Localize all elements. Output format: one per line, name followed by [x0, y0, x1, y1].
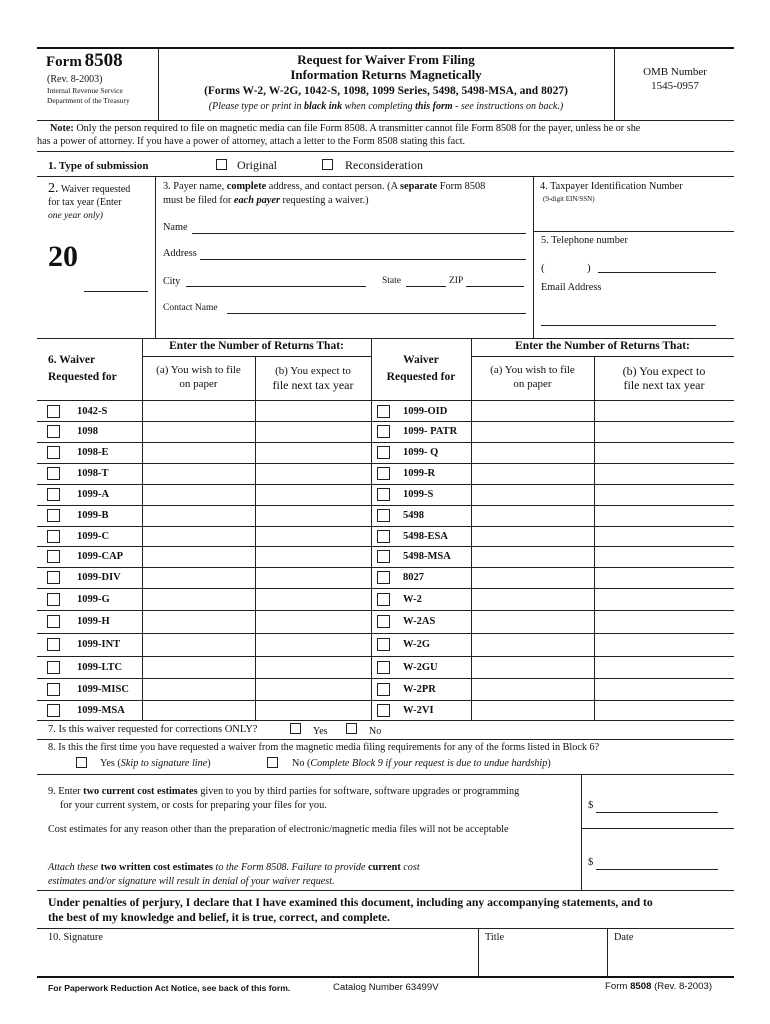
form-label-right: W-2VI: [403, 705, 434, 716]
returns-count-right-b[interactable]: [595, 568, 733, 587]
forms-list: (Forms W-2, W-2G, 1042-S, 1098, 1099 Series, 5498, 5498-MSA, and 8027): [204, 85, 568, 97]
returns-count-right-a[interactable]: [472, 657, 593, 677]
corrections-yes-checkbox[interactable]: [290, 723, 301, 734]
tin-sublabel: (9-digit EIN/SSN): [543, 195, 595, 203]
col-a-right-1: (a) You wish to file: [490, 364, 575, 376]
payer-city-label: City: [163, 276, 181, 287]
block8-question: 8. Is this the first time you have requested a waiver from the magnetic media filing requirements for any of the forms listed in Block 6?: [48, 742, 600, 753]
form-label-right: W-2GU: [403, 662, 438, 673]
returns-count-left-a[interactable]: [143, 402, 254, 420]
form-label-left: 1098: [77, 426, 98, 437]
cost-estimate-1-input[interactable]: [596, 812, 718, 813]
cost-estimate-2-dollar: $: [588, 857, 594, 868]
returns-count-right-b[interactable]: [595, 422, 733, 441]
returns-count-left-b[interactable]: [256, 485, 370, 504]
contact-name-input[interactable]: [227, 313, 526, 314]
title-field[interactable]: [480, 945, 605, 975]
form-number: 8508: [84, 50, 123, 71]
telephone-label: 5. Telephone number: [541, 235, 628, 246]
returns-count-right-a[interactable]: [472, 402, 593, 420]
waiver-checkbox-right[interactable]: [377, 661, 390, 674]
enter-number-header-left: Enter the Number of Returns That:: [169, 340, 344, 352]
block7-question: 7. Is this waiver requested for corrections ONLY?: [48, 724, 258, 735]
form-label-right: 8027: [403, 572, 424, 583]
form-label-right: 1099-S: [403, 489, 434, 500]
waiver-checkbox-right[interactable]: [377, 446, 390, 459]
waiver-checkbox-left[interactable]: [47, 530, 60, 543]
waiver-checkbox-left[interactable]: [47, 593, 60, 606]
returns-count-left-b[interactable]: [256, 701, 370, 719]
returns-count-left-b[interactable]: [256, 568, 370, 587]
payer-city-input[interactable]: [186, 286, 366, 287]
returns-count-right-a[interactable]: [472, 485, 593, 504]
form-label-left: 1099-G: [77, 594, 110, 605]
phone-paren-open: (: [541, 262, 545, 274]
waiver-checkbox-right[interactable]: [377, 467, 390, 480]
col-b-right-2: file next tax year: [623, 378, 705, 392]
returns-count-left-a[interactable]: [143, 634, 254, 655]
corrections-yes-label: Yes: [313, 726, 328, 737]
payer-address-input[interactable]: [200, 259, 526, 260]
payer-address-label: Address: [163, 248, 197, 259]
returns-count-left-b[interactable]: [256, 679, 370, 699]
returns-count-right-b[interactable]: [595, 589, 733, 609]
perjury-line2: the best of my knowledge and belief, it is true, correct, and complete.: [48, 911, 390, 924]
returns-count-left-a[interactable]: [143, 657, 254, 677]
waiver-checkbox-right[interactable]: [377, 405, 390, 418]
form-label-left: 1099-LTC: [77, 662, 123, 673]
block9-line2: for your current system, or costs for preparing your files for you.: [60, 800, 327, 811]
returns-count-right-a[interactable]: [472, 634, 593, 655]
returns-count-left-b[interactable]: [256, 527, 370, 545]
signature-label: 10. Signature: [48, 932, 103, 943]
payer-name-label: Name: [163, 222, 188, 233]
signature-field[interactable]: [38, 945, 476, 975]
payer-zip-label: ZIP: [449, 276, 464, 286]
returns-count-left-a[interactable]: [143, 506, 254, 525]
returns-count-right-b[interactable]: [595, 634, 733, 655]
footer-form-id: Form 8508 (Rev. 8-2003): [605, 981, 713, 992]
form-label-right: 1099-R: [403, 468, 436, 479]
waiver-checkbox-left[interactable]: [47, 488, 60, 501]
returns-count-left-b[interactable]: [256, 464, 370, 483]
date-field[interactable]: [609, 945, 733, 975]
returns-count-right-a[interactable]: [472, 547, 593, 566]
reconsideration-checkbox[interactable]: [322, 159, 333, 170]
form-label-right: W-2: [403, 594, 422, 605]
returns-count-right-b[interactable]: [595, 701, 733, 719]
waiver-checkbox-left[interactable]: [47, 661, 60, 674]
block9-attach-line2: estimates and/or signature will result in denial of your waiver request.: [48, 876, 335, 887]
payer-zip-input[interactable]: [466, 286, 524, 287]
waiver-checkbox-right[interactable]: [377, 615, 390, 628]
returns-count-left-a[interactable]: [143, 611, 254, 632]
form-label-right: 1099- PATR: [403, 426, 458, 437]
col-a-right-2: on paper: [513, 378, 552, 390]
block2-line2: for tax year (Enter: [48, 197, 122, 208]
returns-count-right-a[interactable]: [472, 701, 593, 719]
form-label-left: 1098-T: [77, 468, 109, 479]
returns-count-right-a[interactable]: [472, 422, 593, 441]
note-line2: has a power of attorney. If you have a power of attorney, attach a letter to the Form 8508 stating this fact.: [37, 136, 466, 147]
returns-count-left-b[interactable]: [256, 611, 370, 632]
form-label-right: W-2AS: [403, 616, 436, 627]
payer-state-label: State: [382, 276, 401, 286]
first-time-yes-checkbox[interactable]: [76, 757, 87, 768]
agency-treasury: Department of the Treasury: [47, 96, 130, 105]
waiver-checkbox-left[interactable]: [47, 704, 60, 717]
agency-irs: Internal Revenue Service: [47, 86, 123, 95]
returns-count-left-b[interactable]: [256, 657, 370, 677]
original-checkbox[interactable]: [216, 159, 227, 170]
waiver-checkbox-right[interactable]: [377, 488, 390, 501]
waiver-checkbox-left[interactable]: [47, 615, 60, 628]
returns-count-left-b[interactable]: [256, 506, 370, 525]
col-a-left-1: (a) You wish to file: [156, 364, 241, 376]
catalog-number: Catalog Number 63499V: [333, 982, 439, 993]
omb-number: 1545-0957: [651, 80, 699, 92]
waiver-checkbox-right[interactable]: [377, 530, 390, 543]
waiver-checkbox-left[interactable]: [47, 509, 60, 522]
col-b-right-1: (b) You expect to: [622, 364, 706, 378]
cost-estimate-2-input[interactable]: [596, 869, 718, 870]
first-time-no-checkbox[interactable]: [267, 757, 278, 768]
form-label-right: W-2G: [403, 639, 431, 650]
returns-count-right-a[interactable]: [472, 464, 593, 483]
block9-line3: Cost estimates for any reason other than the preparation of electronic/magnetic media files will not be acceptable: [48, 824, 509, 835]
corrections-no-checkbox[interactable]: [346, 723, 357, 734]
returns-count-right-a[interactable]: [472, 679, 593, 699]
returns-count-right-b[interactable]: [595, 527, 733, 545]
form-title-line1: Request for Waiver From Filing: [297, 52, 475, 67]
returns-count-right-b[interactable]: [595, 657, 733, 677]
form-label-left: 1099-DIV: [77, 572, 121, 583]
form-label-left: 1042-S: [77, 406, 108, 417]
col-b-left-2: file next tax year: [272, 378, 354, 392]
waiver-checkbox-left[interactable]: [47, 683, 60, 696]
returns-count-right-b[interactable]: [595, 464, 733, 483]
returns-count-left-b[interactable]: [256, 547, 370, 566]
form-number-block: [46, 50, 156, 72]
waiver-checkbox-right[interactable]: [377, 425, 390, 438]
waiver-requested-left-2: Requested for: [48, 371, 117, 383]
returns-count-left-b[interactable]: [256, 402, 370, 420]
returns-count-right-a[interactable]: [472, 443, 593, 462]
returns-count-left-a[interactable]: [143, 679, 254, 699]
tin-label: 4. Taxpayer Identification Number: [540, 181, 683, 192]
returns-count-left-a[interactable]: [143, 568, 254, 587]
form-label-left: 1099-A: [77, 489, 110, 500]
waiver-requested-left-1: 6. Waiver: [48, 354, 96, 366]
waiver-checkbox-right[interactable]: [377, 550, 390, 563]
block3-line1: 3. Payer name, complete address, and contact person. (A separate Form 8508: [163, 181, 486, 192]
instruction-line: (Please type or print in black ink when completing this form - see instructions on back.): [208, 101, 564, 112]
cost-estimate-1-dollar: $: [588, 800, 594, 811]
waiver-checkbox-left[interactable]: [47, 571, 60, 584]
waiver-requested-right-1: Waiver: [403, 354, 439, 366]
returns-count-left-a[interactable]: [143, 701, 254, 719]
col-b-left-1: (b) You expect to: [275, 365, 351, 377]
block9-line1: 9. Enter two current cost estimates given to you by third parties for software, software upgrades or programming: [48, 786, 520, 797]
form-label-left: 1099-C: [77, 531, 110, 542]
waiver-checkbox-right[interactable]: [377, 683, 390, 696]
tax-year-prefix: 20: [48, 240, 78, 273]
paperwork-notice: For Paperwork Reduction Act Notice, see back of this form.: [48, 983, 291, 993]
returns-count-left-b[interactable]: [256, 422, 370, 441]
waiver-checkbox-left[interactable]: [47, 405, 60, 418]
tax-year-input[interactable]: [84, 291, 148, 292]
form-label-right: 5498-MSA: [403, 551, 451, 562]
returns-count-left-a[interactable]: [143, 422, 254, 441]
first-time-no-label: No (Complete Block 9 if your request is due to undue hardship): [292, 758, 551, 769]
returns-count-right-b[interactable]: [595, 443, 733, 462]
waiver-checkbox-left[interactable]: [47, 550, 60, 563]
reconsideration-label: Reconsideration: [345, 158, 423, 172]
returns-count-left-a[interactable]: [143, 527, 254, 545]
waiver-checkbox-right[interactable]: [377, 593, 390, 606]
returns-count-left-a[interactable]: [143, 464, 254, 483]
waiver-checkbox-left[interactable]: [47, 425, 60, 438]
waiver-requested-right-2: Requested for: [386, 371, 456, 383]
waiver-checkbox-right[interactable]: [377, 704, 390, 717]
contact-name-label: Contact Name: [163, 303, 218, 313]
first-time-yes-label: Yes (Skip to signature line): [100, 758, 211, 769]
returns-count-right-a[interactable]: [472, 506, 593, 525]
returns-count-left-a[interactable]: [143, 443, 254, 462]
returns-count-right-b[interactable]: [595, 506, 733, 525]
email-label: Email Address: [541, 282, 602, 293]
omb-label: OMB Number: [643, 66, 707, 78]
block9-attach-line1: Attach these two written cost estimates to the Form 8508. Failure to provide current cost: [48, 862, 420, 873]
form-label-left: 1099-MSA: [77, 705, 125, 716]
form-label-left: 1098-E: [77, 447, 109, 458]
returns-count-left-a[interactable]: [143, 547, 254, 566]
returns-count-left-a[interactable]: [143, 485, 254, 504]
waiver-checkbox-right[interactable]: [377, 638, 390, 651]
payer-state-input[interactable]: [406, 286, 446, 287]
block2-waiver-label: 2. Waiver requested: [48, 181, 131, 196]
waiver-checkbox-left[interactable]: [47, 467, 60, 480]
returns-count-right-a[interactable]: [472, 568, 593, 587]
col-a-left-2: on paper: [179, 378, 218, 390]
form-label-right: 5498: [403, 510, 424, 521]
phone-input[interactable]: [598, 272, 716, 273]
returns-count-left-a[interactable]: [143, 589, 254, 609]
returns-count-right-a[interactable]: [472, 589, 593, 609]
enter-number-header-right: Enter the Number of Returns That:: [515, 340, 690, 352]
form-label-left: 1099-INT: [77, 639, 121, 650]
returns-count-right-b[interactable]: [595, 547, 733, 566]
returns-count-left-b[interactable]: [256, 589, 370, 609]
perjury-line1: Under penalties of perjury, I declare that I have examined this document, including any accompanying statements, and to: [48, 896, 653, 909]
returns-count-left-b[interactable]: [256, 634, 370, 655]
returns-count-right-b[interactable]: [595, 611, 733, 632]
block3-line2: must be filed for each payer requesting a waiver.): [163, 195, 369, 206]
waiver-checkbox-left[interactable]: [47, 638, 60, 651]
payer-name-input[interactable]: [192, 233, 526, 234]
type-of-submission-label: 1. Type of submission: [48, 160, 149, 172]
corrections-no-label: No: [369, 726, 382, 737]
returns-count-right-b[interactable]: [595, 679, 733, 699]
form-label-right: 5498-ESA: [403, 531, 448, 542]
form-label: Form: [46, 54, 82, 70]
waiver-checkbox-right[interactable]: [377, 509, 390, 522]
title-label: Title: [485, 932, 505, 943]
returns-count-right-b[interactable]: [595, 485, 733, 504]
phone-paren-close: ): [587, 262, 591, 274]
waiver-checkbox-left[interactable]: [47, 446, 60, 459]
block2-line3: one year only): [48, 211, 103, 221]
returns-count-left-b[interactable]: [256, 443, 370, 462]
form-label-left: 1099-B: [77, 510, 109, 521]
revision: (Rev. 8-2003): [47, 74, 103, 85]
original-label: Original: [237, 158, 277, 172]
returns-count-right-b[interactable]: [595, 402, 733, 420]
form-label-right: W-2PR: [403, 684, 436, 695]
date-label: Date: [614, 932, 634, 943]
form-label-left: 1099-MISC: [77, 684, 129, 695]
returns-count-right-a[interactable]: [472, 611, 593, 632]
returns-count-right-a[interactable]: [472, 527, 593, 545]
note-line1: Note: Only the person required to file on magnetic media can file Form 8508. A transmitter cannot file Form 8508 for the payer, unless he or she: [50, 123, 641, 134]
form-label-right: 1099- Q: [403, 447, 439, 458]
waiver-checkbox-right[interactable]: [377, 571, 390, 584]
form-label-left: 1099-CAP: [77, 551, 124, 562]
email-input[interactable]: [541, 325, 716, 326]
form-label-left: 1099-H: [77, 616, 110, 627]
form-label-right: 1099-OID: [403, 406, 448, 417]
form-title-line2: Information Returns Magnetically: [290, 67, 482, 82]
